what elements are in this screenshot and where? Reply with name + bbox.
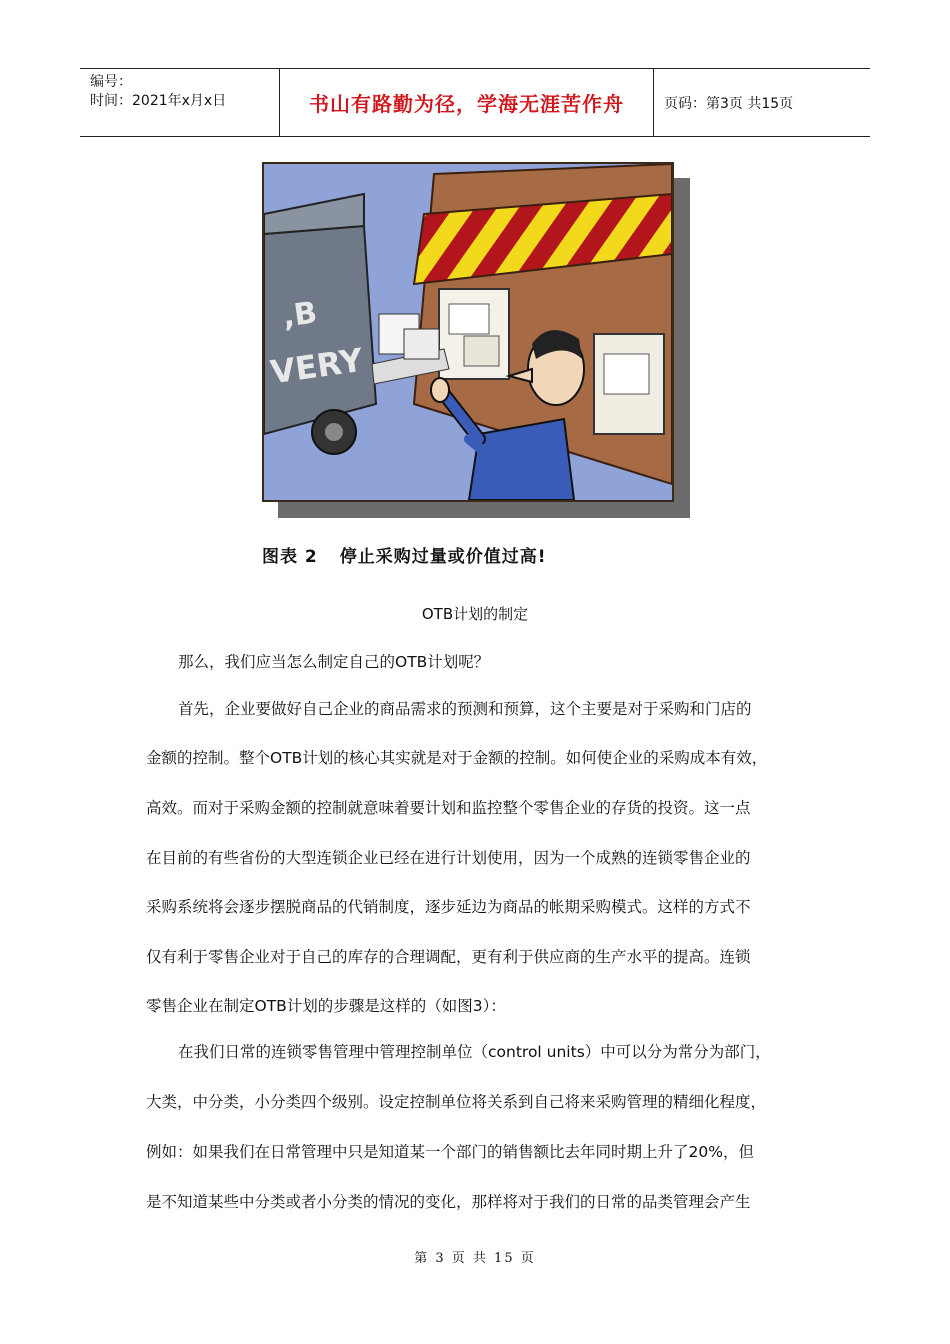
paragraph-line: 例如：如果我们在日常管理中只是知道某一个部门的销售额比去年同时期上升了20%，但 xyxy=(146,1143,754,1161)
paragraph-line: 高效。而对于采购金额的控制就意味着要计划和监控整个零售企业的存货的投资。这一点 xyxy=(146,799,751,817)
cartoon-illustration xyxy=(262,162,692,520)
illustration-frame xyxy=(262,162,674,502)
truck-text-1: ,B xyxy=(280,295,320,335)
paragraph-line: 采购系统将会逐步摆脱商品的代销制度，逐步延边为商品的帐期采购模式。这样的方式不 xyxy=(146,898,751,916)
paragraph-line: 那么，我们应当怎么制定自己的OTB计划呢？ xyxy=(178,653,490,671)
header-page-cell xyxy=(654,69,870,136)
document-header xyxy=(80,68,870,137)
paragraph-line: 首先，企业要做好自己企业的商品需求的预测和预算，这个主要是对于采购和门店的 xyxy=(178,700,752,718)
paragraph-line: 是不知道某些中分类或者小分类的情况的变化，那样将对于我们的日常的品类管理会产生 xyxy=(146,1193,751,1211)
paragraph-line: 在我们日常的连锁零售管理中管理控制单位（control units）中可以分为常分为部门， xyxy=(178,1043,771,1061)
paragraph-line: 大类，中分类，小分类四个级别。设定控制单位将关系到自己将来采购管理的精细化程度， xyxy=(146,1093,767,1111)
caption-text: 停止采购过量或价值过高! xyxy=(339,547,547,567)
figure-caption xyxy=(262,542,547,567)
header-motto-cell xyxy=(280,69,654,136)
page-code: 页码：第3页 共15页 xyxy=(664,95,794,112)
time-label: 时间：2021年x月x日 xyxy=(90,93,227,109)
paragraph-line: 仅有利于零售企业对于自己的库存的合理调配，更有利于供应商的生产水平的提高。连锁 xyxy=(146,948,751,966)
number-label: 编号： xyxy=(90,74,132,90)
paragraph-line: 零售企业在制定OTB计划的步骤是这样的（如图3）： xyxy=(146,997,506,1015)
motto-text: 书山有路勤为径，学海无涯苦作舟 xyxy=(309,92,624,116)
paragraph-line: 金额的控制。整个OTB计划的核心其实就是对于金额的控制。如何使企业的采购成本有效， xyxy=(146,749,768,767)
section-title: OTB计划的制定 xyxy=(421,605,529,623)
illustration-drawing xyxy=(264,164,672,500)
truck-text-2: VERY xyxy=(268,340,366,392)
header-left-cell xyxy=(80,69,280,136)
caption-label: 图表 2 xyxy=(262,547,318,567)
page-footer: 第 3 页 共 15 页 xyxy=(414,1251,536,1266)
paragraph-line: 在目前的有些省份的大型连锁企业已经在进行计划使用，因为一个成熟的连锁零售企业的 xyxy=(146,849,751,867)
